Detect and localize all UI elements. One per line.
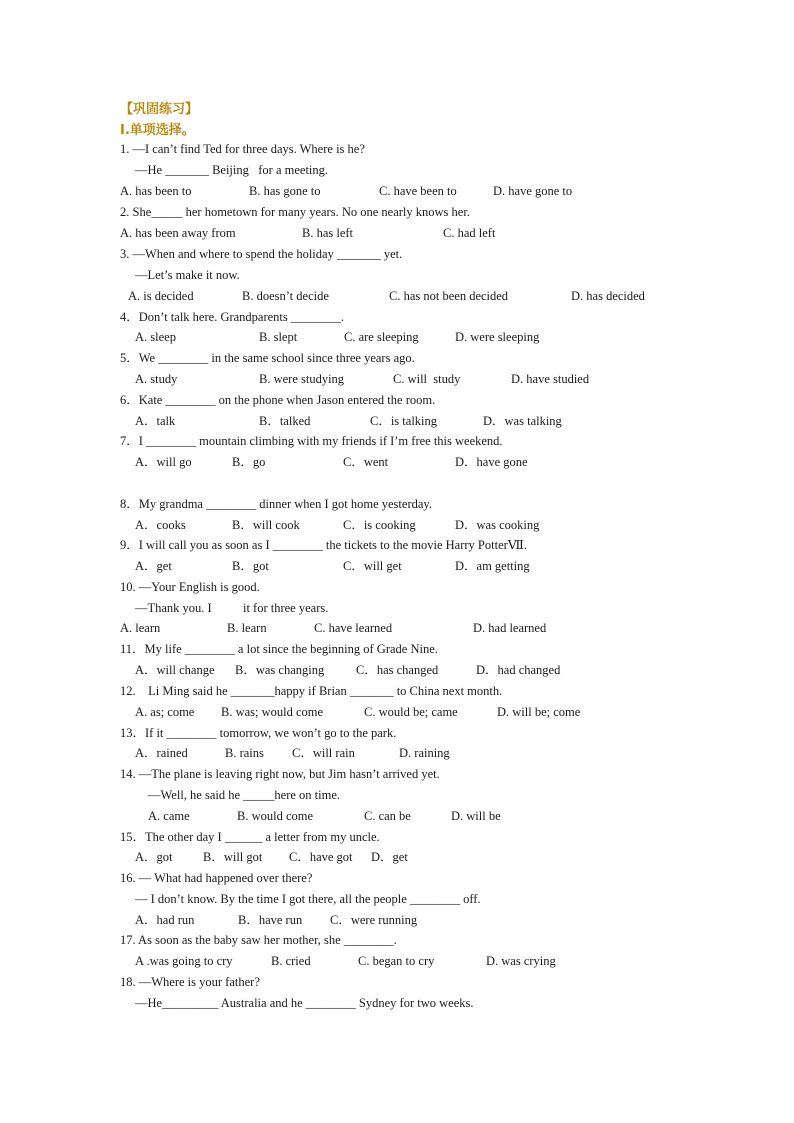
dialogue-line: —Let’s make it now. — [135, 268, 240, 282]
answer-option[interactable]: B. rains — [225, 746, 264, 760]
dialogue-line: —Well, he said he _____here on time. — [148, 788, 340, 802]
dialogue-line: — I don’t know. By the time I got there, all the people ________ off. — [135, 892, 481, 906]
answer-option[interactable]: C．is talking — [370, 414, 438, 428]
answer-option[interactable]: C．is cooking — [343, 518, 416, 532]
question-stem: 2. She_____ her hometown for many years. No one nearly knows her. — [120, 205, 470, 219]
answer-option[interactable]: B．was changing — [235, 663, 325, 677]
answer-option[interactable]: A．had run — [135, 913, 195, 927]
answer-option[interactable]: A. has been to — [120, 184, 192, 198]
answer-option[interactable]: C．were running — [330, 913, 418, 927]
question-stem: 9．I will call you as soon as I ________ the tickets to the movie Harry PotterⅦ. — [120, 538, 528, 552]
answer-option[interactable]: D. will be; come — [497, 705, 581, 719]
answer-option[interactable]: B. has gone to — [249, 184, 321, 198]
answer-option[interactable]: A. sleep — [135, 330, 176, 344]
question-stem: 1. —I can’t find Ted for three days. Where is he? — [120, 142, 365, 156]
answer-option[interactable]: D. have studied — [511, 372, 590, 386]
question-stem: 8．My grandma ________ dinner when I got home yesterday. — [120, 497, 432, 511]
answer-option[interactable]: B. was; would come — [221, 705, 324, 719]
answer-option[interactable]: C. will study — [393, 372, 461, 386]
answer-option[interactable]: A．rained — [135, 746, 188, 760]
answer-option[interactable]: B. slept — [259, 330, 298, 344]
answer-option[interactable]: C．will get — [343, 559, 402, 573]
answer-option[interactable]: B．will cook — [232, 518, 300, 532]
answer-option[interactable]: C. had left — [443, 226, 496, 240]
answer-option[interactable]: D. has decided — [571, 289, 645, 303]
answer-option[interactable]: D．was cooking — [455, 518, 540, 532]
answer-option[interactable]: B. doesn’t decide — [242, 289, 329, 303]
answer-option[interactable]: A．will change — [135, 663, 215, 677]
question-stem: 4．Don’t talk here. Grandparents ________. — [120, 310, 345, 324]
answer-option[interactable]: B. would come — [237, 809, 314, 823]
answer-option[interactable]: C. have learned — [314, 621, 393, 635]
answer-option[interactable]: A. has been away from — [120, 226, 236, 240]
question-stem: 16. — What had happened over there? — [120, 871, 313, 885]
answer-option[interactable]: D．get — [371, 850, 408, 864]
answer-option[interactable]: C．has changed — [356, 663, 439, 677]
answer-option[interactable]: A．will go — [135, 455, 192, 469]
answer-option[interactable]: D. had learned — [473, 621, 547, 635]
answer-option[interactable]: A. as; come — [135, 705, 195, 719]
question-stem: 13．If it ________ tomorrow, we won’t go to the park. — [120, 726, 397, 740]
answer-option[interactable]: A．cooks — [135, 518, 186, 532]
question-stem: 12. Li Ming said he _______happy if Brian _______ to China next month. — [120, 684, 503, 698]
answer-option[interactable]: B．will got — [203, 850, 263, 864]
answer-option[interactable]: B．talked — [259, 414, 311, 428]
answer-option[interactable]: C．went — [343, 455, 389, 469]
answer-option[interactable]: D．was talking — [483, 414, 562, 428]
answer-option[interactable]: A．get — [135, 559, 172, 573]
question-stem: 15．The other day I ______ a letter from my uncle. — [120, 830, 380, 844]
question-stem: 3. —When and where to spend the holiday _______ yet. — [120, 247, 403, 261]
answer-option[interactable]: D．had changed — [476, 663, 561, 677]
dialogue-line: —Thank you. I it for three years. — [135, 601, 329, 615]
answer-option[interactable]: B. learn — [227, 621, 267, 635]
answer-option[interactable]: A. learn — [120, 621, 161, 635]
part-title: I.单项选择。 — [120, 123, 195, 138]
answer-option[interactable]: A．got — [135, 850, 173, 864]
answer-option[interactable]: B．have run — [238, 913, 303, 927]
answer-option[interactable]: C．will rain — [292, 746, 355, 760]
answer-option[interactable]: D. was crying — [486, 954, 556, 968]
answer-option[interactable]: C. are sleeping — [344, 330, 419, 344]
answer-option[interactable]: D. were sleeping — [455, 330, 540, 344]
question-stem: 5．We ________ in the same school since three years ago. — [120, 351, 415, 365]
answer-option[interactable]: A．talk — [135, 414, 176, 428]
answer-option[interactable]: C. has not been decided — [389, 289, 509, 303]
question-stem: 6．Kate ________ on the phone when Jason entered the room. — [120, 393, 436, 407]
answer-option[interactable]: C. can be — [364, 809, 411, 823]
answer-option[interactable]: C．have got — [289, 850, 353, 864]
answer-option[interactable]: D．am getting — [455, 559, 530, 573]
section-title: 【巩固练习】 — [120, 102, 199, 117]
answer-option[interactable]: D．have gone — [455, 455, 528, 469]
answer-option[interactable]: A. study — [135, 372, 178, 386]
answer-option[interactable]: B．go — [232, 455, 266, 469]
answer-option[interactable]: B．got — [232, 559, 269, 573]
question-stem: 10. —Your English is good. — [120, 580, 260, 594]
question-stem: 18. —Where is your father? — [120, 975, 260, 989]
question-stem: 11．My life ________ a lot since the beginning of Grade Nine. — [120, 642, 438, 656]
answer-option[interactable]: D. raining — [399, 746, 450, 760]
question-stem: 7．I ________ mountain climbing with my friends if I’m free this weekend. — [120, 434, 503, 448]
answer-option[interactable]: A .was going to cry — [135, 954, 233, 968]
answer-option[interactable]: B. were studying — [259, 372, 345, 386]
dialogue-line: —He _______ Beijing for a meeting. — [135, 163, 329, 177]
question-stem: 14. —The plane is leaving right now, but Jim hasn’t arrived yet. — [120, 767, 440, 781]
answer-option[interactable]: C. would be; came — [364, 705, 458, 719]
answer-option[interactable]: B. cried — [271, 954, 311, 968]
dialogue-line: —He_________ Australia and he ________ Sydney for two weeks. — [135, 996, 474, 1010]
answer-option[interactable]: C. began to cry — [358, 954, 435, 968]
answer-option[interactable]: A. is decided — [128, 289, 194, 303]
answer-option[interactable]: C. have been to — [379, 184, 457, 198]
question-stem: 17. As soon as the baby saw her mother, she ________. — [120, 933, 397, 947]
answer-option[interactable]: B. has left — [302, 226, 354, 240]
answer-option[interactable]: D. have gone to — [493, 184, 573, 198]
answer-option[interactable]: D. will be — [451, 809, 501, 823]
answer-option[interactable]: A. came — [148, 809, 190, 823]
